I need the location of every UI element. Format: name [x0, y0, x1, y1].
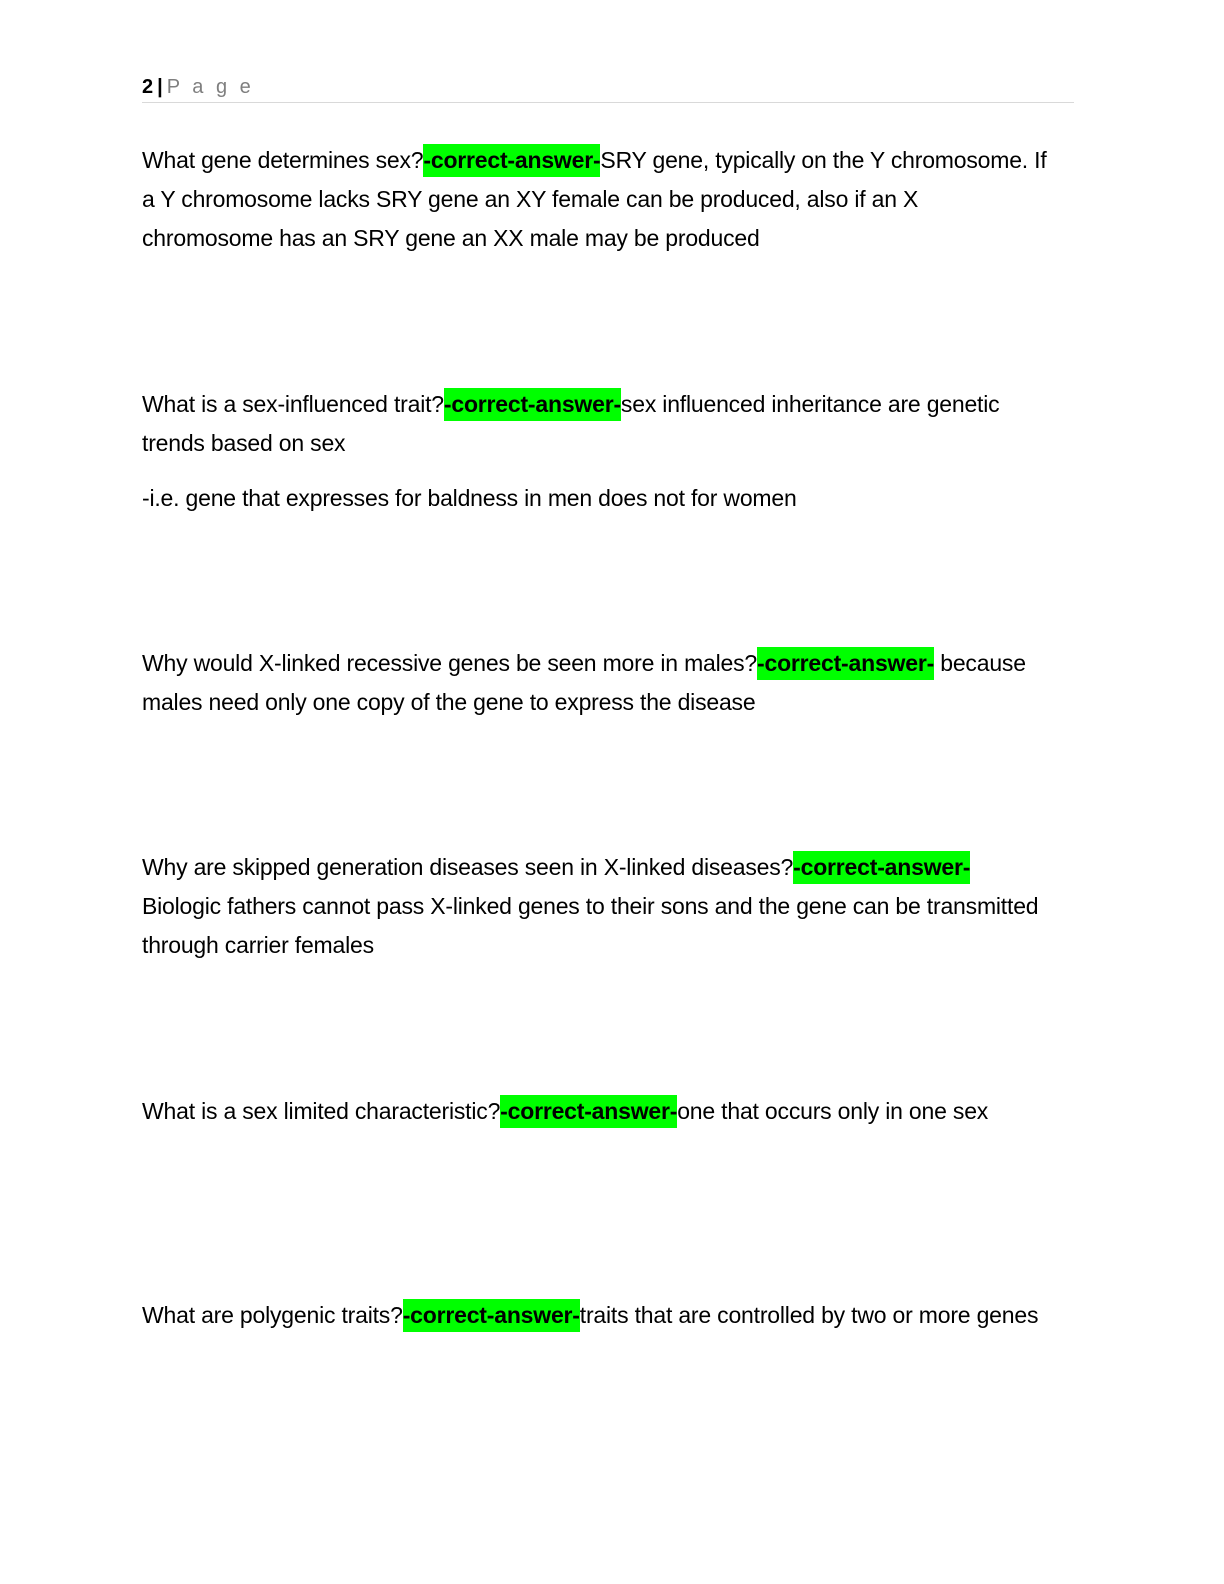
qa-item-6	[142, 1296, 1052, 1335]
page-number: 2	[142, 76, 154, 98]
answer-text: one that occurs only in one sex	[677, 1098, 989, 1124]
page-label: P a g e	[166, 76, 255, 98]
qa-item-1	[142, 141, 1052, 258]
question-text: Why would X-linked recessive genes be seen more in males?	[142, 650, 758, 676]
correct-answer-highlight: -correct-answer-	[403, 1299, 580, 1332]
answer-text: traits that are controlled by two or more genes	[579, 1302, 1039, 1328]
qa-text	[142, 141, 1052, 258]
answer-text: Biologic fathers cannot pass X-linked genes to their sons and the gene can be transmitted through carrier females	[142, 893, 1039, 958]
qa-item-3	[142, 644, 1052, 722]
qa-text	[142, 848, 1052, 965]
qa-text	[142, 1092, 1052, 1131]
question-text: What is a sex-influenced trait?	[142, 391, 444, 417]
correct-answer-highlight: -correct-answer-	[793, 851, 970, 884]
page-separator: |	[157, 76, 163, 98]
qa-text	[142, 644, 1052, 722]
answer-text: SRY gene, typically on the Y chromosome. If a Y chromosome lacks SRY gene an XY female can be produced, also if an X chromosome has an SRY gene an XX male may be produced	[142, 147, 1047, 251]
correct-answer-highlight: -correct-answer-	[757, 647, 934, 680]
question-text: What are polygenic traits?	[142, 1302, 403, 1328]
qa-text	[142, 1296, 1052, 1335]
answer-extra-text: -i.e. gene that expresses for baldness in men does not for women	[142, 485, 797, 511]
qa-item-2	[142, 385, 1052, 518]
qa-item-5	[142, 1092, 1052, 1131]
answer-text: because males need only one copy of the gene to express the disease	[142, 650, 1026, 715]
qa-item-4	[142, 848, 1052, 965]
correct-answer-highlight: -correct-answer-	[444, 388, 621, 421]
answer-text: sex influenced inheritance are genetic trends based on sex	[142, 391, 1000, 456]
qa-text	[142, 385, 1052, 463]
correct-answer-highlight: -correct-answer-	[423, 144, 600, 177]
question-text: What gene determines sex?	[142, 147, 424, 173]
page-header	[142, 72, 1074, 103]
correct-answer-highlight: -correct-answer-	[500, 1095, 677, 1128]
question-text: What is a sex limited characteristic?	[142, 1098, 501, 1124]
question-text: Why are skipped generation diseases seen in X-linked diseases?	[142, 854, 794, 880]
